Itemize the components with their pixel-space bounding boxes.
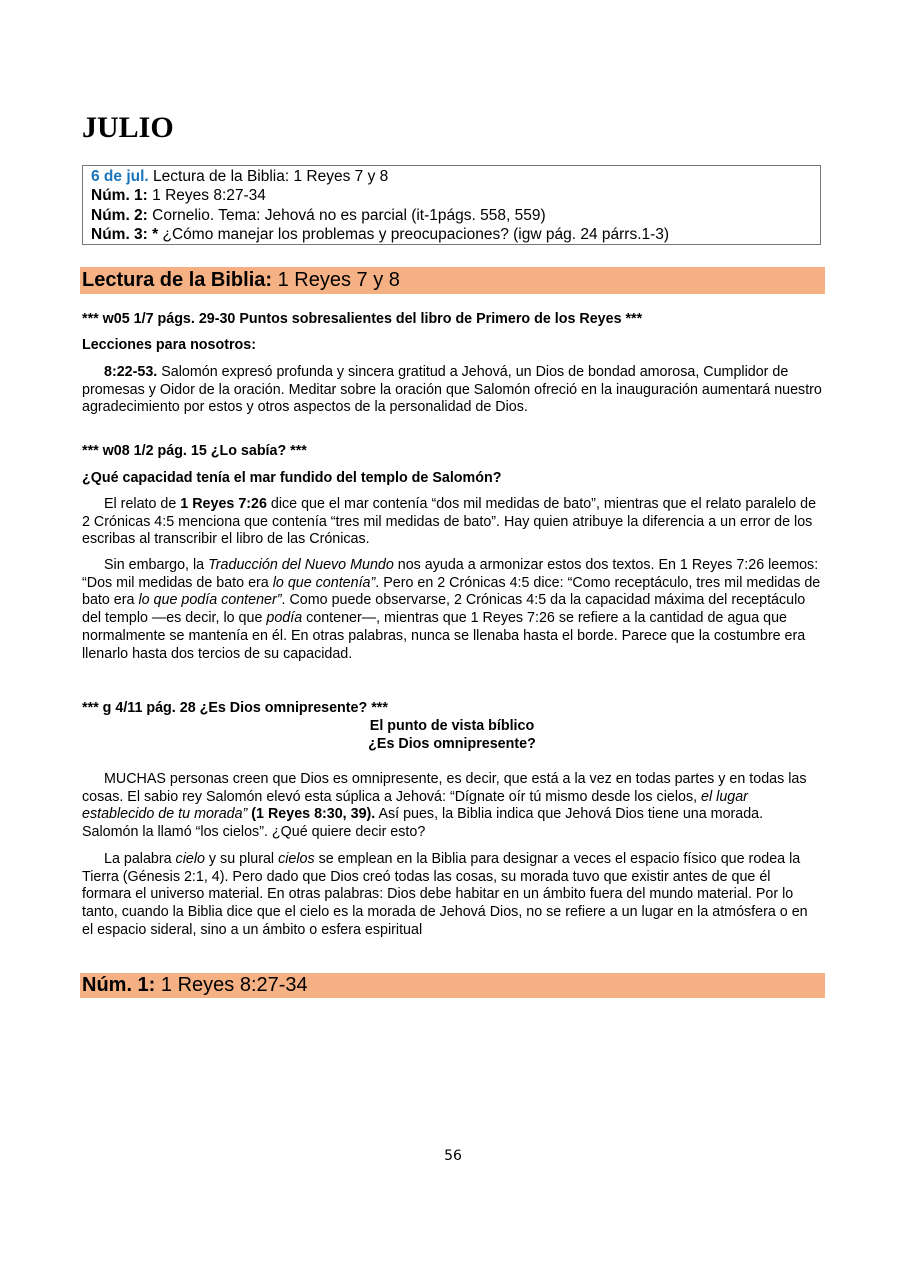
article3-paragraph-1 <box>82 771 822 842</box>
page-number: 56 <box>444 1148 462 1164</box>
article3-reference: *** g 4/11 pág. 28 ¿Es Dios omnipresente? *** <box>82 700 388 716</box>
text-run: Así pues, la Biblia indica que Jehová Dios tiene una morada. Salomón la llamó “los cielos”. ¿Qué quiere decir esto? <box>82 806 764 841</box>
text-run: nos ayuda a armonizar estos dos textos. En 1 Reyes 7:26 leemos: “Dos mil medidas de bato era <box>82 557 819 591</box>
text-run: contener—, mientras que 1 Reyes 7:26 se refiere a la cantidad de agua que normalmente se mantenía en él. En otras palabras, nunca se llenaba hasta el borde. Parece que la costumbre era llenarlo hasta dos tercios de su capacidad. <box>82 610 806 662</box>
text-run: y su plural <box>204 851 279 867</box>
text-run-italic: cielo <box>175 851 205 867</box>
text-run: se emplean en la Biblia para designar a veces el espacio físico que rodea la Tierra (Génesis 2:1, 4). Pero dado que Dios creó todas las cosas, su morada tuvo que existir antes de que él formara el universo material. En otras palabras: Dios debe habitar en un ámbito fuera del mundo material. Por lo tanto, cuando la Biblia dice que el cielo es la morada de Jehová Dios, no se refiere a un lugar en la atmósfera o en el espacio sideral, sino a un ámbito o esfera espiritual <box>82 851 808 938</box>
section-heading-num1 <box>80 973 825 998</box>
article2-paragraph-1 <box>82 496 822 549</box>
schedule-num1-text: 1 Reyes 8:27-34 <box>147 187 266 205</box>
month-title: JULIO <box>82 111 174 144</box>
schedule-num2-line <box>91 206 812 225</box>
schedule-num1-line <box>91 186 812 205</box>
text-run: . Como puede observarse, 2 Crónicas 4:5 da la capacidad máxima del receptáculo del templo —es decir, lo que <box>82 592 806 627</box>
text-run: La palabra <box>104 851 176 867</box>
schedule-num3-text: ¿Cómo manejar los problemas y preocupaciones? (igw pág. 24 párrs.1-3) <box>158 225 670 243</box>
article2-question: ¿Qué capacidad tenía el mar fundido del templo de Salomón? <box>82 470 502 486</box>
text-run: Sin embargo, la <box>104 557 209 573</box>
text-run-italic: el lugar establecido de tu morada” <box>82 788 748 823</box>
text-run-italic: podía <box>266 610 303 627</box>
article3-heading-2: ¿Es Dios omnipresente? <box>368 736 536 752</box>
text-run-italic: lo que podía contener” <box>138 592 282 609</box>
article1-paragraph <box>82 364 822 417</box>
text-run: dice que el mar contenía “dos mil medidas de bato”, mientras que el relato paralelo de 2 Crónicas 4:5 menciona que contenía “tres mil medidas de bato”. Hay quien atribuye la diferencia a un error de los escribas al transcribir el libro de las Crónicas. <box>82 496 817 548</box>
text-run: MUCHAS personas creen que Dios es omnipresente, es decir, que está a la vez en todas partes y en todas las cosas. El sabio rey Salomón elevó esta súplica a Jehová: “Dígnate oír tú mismo desde los cielos, <box>82 771 807 805</box>
article3-paragraph-2 <box>82 851 822 940</box>
schedule-reading-text: Lectura de la Biblia: 1 Reyes 7 y 8 <box>148 168 389 185</box>
article2-paragraph-2 <box>82 557 822 663</box>
section-heading-reading-label: Lectura de la Biblia: <box>82 269 273 291</box>
text-run-italic: lo que contenía” <box>272 574 376 591</box>
article1-reference: *** w05 1/7 págs. 29-30 Puntos sobresalientes del libro de Primero de los Reyes *** <box>82 311 643 327</box>
article2-reference: *** w08 1/2 pág. 15 ¿Lo sabía? *** <box>82 443 307 459</box>
section-heading-num1-label: Núm. 1: <box>82 974 156 996</box>
article1-verse-ref: 8:22-53. <box>104 364 158 380</box>
schedule-num3-line <box>91 225 812 244</box>
article1-paragraph-text: Salomón expresó profunda y sincera gratitud a Jehová, un Dios de bondad amorosa, Cumplidor de promesas y Oidor de la oración. Meditar sobre la oración que Salomón ofreció en la inauguración aumentará nuestro agradecimiento por estos y otros aspectos de la personalidad de Dios. <box>82 364 822 416</box>
section-heading-reading-text: 1 Reyes 7 y 8 <box>272 269 400 291</box>
text-run-italic: Traducción del Nuevo Mundo <box>208 557 394 573</box>
schedule-num2-label: Núm. 2: <box>91 206 148 224</box>
text-run-bold: (1 Reyes 8:30, 39). <box>247 806 376 823</box>
text-run: El relato de <box>104 496 181 512</box>
article3-heading-1: El punto de vista bíblico <box>369 718 535 734</box>
schedule-num3-label: Núm. 3: * <box>91 225 159 243</box>
schedule-date: 6 de jul. <box>91 168 149 185</box>
text-run: . Pero en 2 Crónicas 4:5 dice: “Como receptáculo, tres mil medidas de bato era <box>82 574 821 609</box>
text-run-italic: cielos <box>278 851 315 867</box>
schedule-num2-text: Cornelio. Tema: Jehová no es parcial (it-1págs. 558, 559) <box>147 206 546 224</box>
schedule-num1-label: Núm. 1: <box>91 187 148 205</box>
schedule-box <box>82 165 821 245</box>
schedule-reading-line <box>91 167 812 186</box>
section-heading-reading <box>80 267 825 294</box>
section-heading-num1-text: 1 Reyes 8:27-34 <box>155 974 308 996</box>
text-run-bold: 1 Reyes 7:26 <box>180 496 267 512</box>
article1-subheading: Lecciones para nosotros: <box>82 337 256 353</box>
